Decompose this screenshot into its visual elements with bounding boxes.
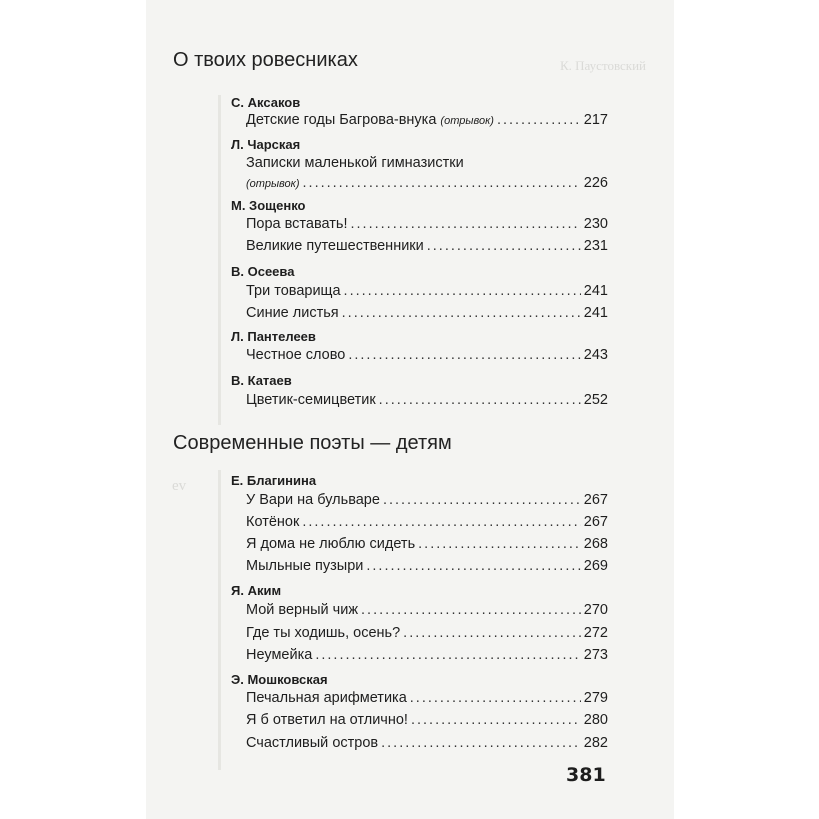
page-number: 381 (566, 764, 606, 786)
toc-entry[interactable] (246, 647, 608, 663)
entry-note: (отрывок) (246, 178, 300, 190)
toc-entry[interactable] (246, 112, 608, 128)
entry-note: (отрывок) (440, 115, 494, 127)
toc-entry[interactable] (246, 558, 608, 574)
margin-shadow (218, 470, 221, 770)
toc-entry[interactable] (246, 238, 608, 254)
toc-entry[interactable] (246, 602, 608, 618)
show-through-text: ev (172, 478, 187, 494)
toc-entry[interactable] (246, 536, 608, 552)
show-through-text: К. Паустовский (560, 58, 647, 73)
entry-title: Мыльные пузыри (246, 558, 364, 574)
author-name: Л. Чарская (231, 137, 301, 152)
toc-entry[interactable] (246, 283, 608, 299)
entry-title: Пора вставать! (246, 216, 348, 232)
entry-page: 241 (583, 283, 608, 299)
toc-entry[interactable] (246, 712, 608, 728)
entry-page: 241 (583, 305, 608, 321)
toc-entry[interactable] (246, 625, 608, 641)
author-name: Е. Благинина (231, 473, 317, 488)
entry-page: 270 (583, 602, 608, 618)
entry-title: Котёнок (246, 514, 300, 530)
entry-page: 231 (583, 238, 608, 254)
leader-dots (342, 305, 581, 321)
entry-page: 230 (583, 216, 608, 232)
author-name: М. Зощенко (231, 198, 306, 213)
leader-dots (302, 514, 580, 530)
section-title: О твоих ровесниках (173, 49, 358, 71)
leader-dots (361, 602, 581, 618)
author-name: Л. Пантелеев (231, 329, 316, 344)
entry-title: Печальная арифметика (246, 690, 407, 706)
entry-page: 267 (583, 514, 608, 530)
leader-dots (410, 690, 581, 706)
author-name: В. Катаев (231, 373, 292, 388)
leader-dots (381, 735, 581, 751)
entry-title: Синие листья (246, 305, 339, 321)
leader-dots (303, 175, 581, 191)
leader-dots (383, 492, 581, 508)
toc-entry[interactable] (246, 305, 608, 321)
toc-entry[interactable] (246, 392, 608, 408)
leader-dots (351, 216, 581, 232)
entry-title: У Вари на бульваре (246, 492, 380, 508)
leader-dots (344, 283, 581, 299)
entry-title: Три товарища (246, 283, 341, 299)
leader-dots (497, 112, 581, 128)
entry-page: 226 (583, 175, 608, 191)
entry-title: Честное слово (246, 347, 346, 363)
entry-title: Я б ответил на отлично! (246, 712, 408, 728)
leader-dots (403, 625, 581, 641)
entry-title: Детские годы Багрова-внука (246, 112, 437, 128)
entry-title: Записки маленькой гимназистки (246, 155, 464, 171)
margin-shadow (218, 95, 221, 425)
entry-page: 269 (583, 558, 608, 574)
author-name: Э. Мошковская (231, 672, 328, 687)
author-name: С. Аксаков (231, 95, 301, 110)
author-name: В. Осеева (231, 264, 295, 279)
entry-page: 279 (583, 690, 608, 706)
toc-entry[interactable] (246, 690, 608, 706)
leader-dots (379, 392, 581, 408)
entry-page: 252 (583, 392, 608, 408)
leader-dots (418, 536, 581, 552)
toc-entry[interactable] (246, 735, 608, 751)
entry-title: Неумейка (246, 647, 313, 663)
toc-entry[interactable] (246, 347, 608, 363)
entry-page: 272 (583, 625, 608, 641)
entry-title: Я дома не люблю сидеть (246, 536, 416, 552)
entry-page: 282 (583, 735, 608, 751)
leader-dots (315, 647, 580, 663)
entry-title: Где ты ходишь, осень? (246, 625, 401, 641)
section-title: Современные поэты — детям (173, 432, 452, 454)
toc-entry[interactable] (246, 216, 608, 232)
toc-entry[interactable] (246, 514, 608, 530)
entry-title: Мой верный чиж (246, 602, 359, 618)
entry-title: Цветик-семицветик (246, 392, 376, 408)
entry-page: 273 (583, 647, 608, 663)
toc-entry[interactable] (246, 155, 608, 171)
toc-entry-continuation[interactable] (246, 175, 608, 191)
author-name: Я. Аким (231, 583, 282, 598)
entry-title: Великие путешественники (246, 238, 424, 254)
leader-dots (411, 712, 581, 728)
toc-entry[interactable] (246, 492, 608, 508)
entry-page: 268 (583, 536, 608, 552)
leader-dots (427, 238, 581, 254)
entry-page: 267 (583, 492, 608, 508)
entry-page: 280 (583, 712, 608, 728)
entry-page: 217 (583, 112, 608, 128)
leader-dots (366, 558, 580, 574)
entry-title: Счастливый остров (246, 735, 379, 751)
leader-dots (348, 347, 580, 363)
entry-page: 243 (583, 347, 608, 363)
